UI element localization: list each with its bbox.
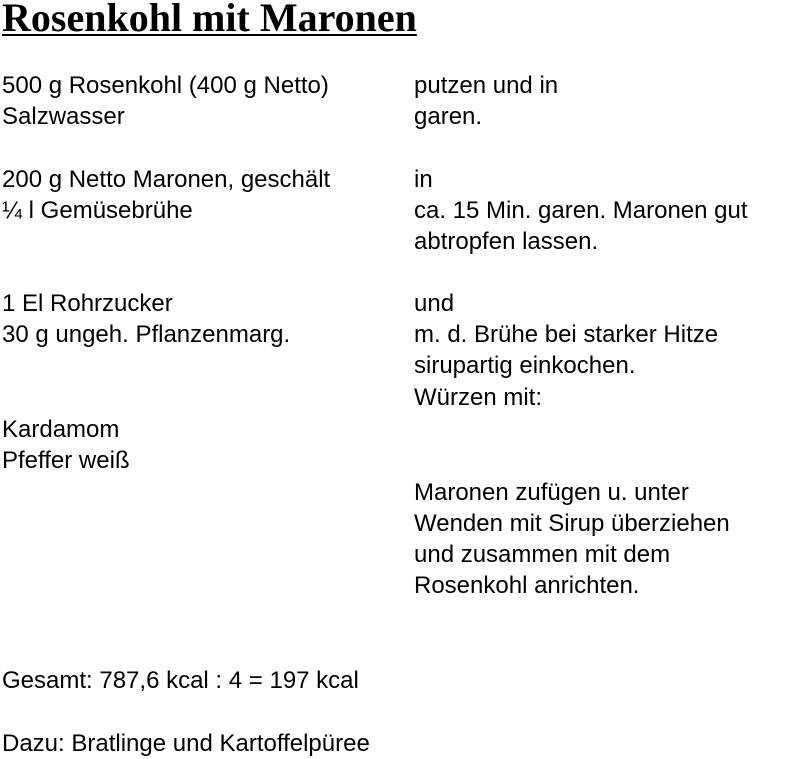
instruction-line: Wenden mit Sirup überziehen bbox=[414, 510, 730, 537]
ingredient-line: 30 g ungeh. Pflanzenmarg. bbox=[2, 321, 291, 348]
instruction-line: und zusammen mit dem bbox=[414, 541, 671, 568]
side-dish-note: Dazu: Bratlinge und Kartoffelpüree bbox=[2, 730, 370, 757]
instruction-line: abtropfen lassen. bbox=[414, 228, 599, 255]
ingredient-line: 500 g Rosenkohl (400 g Netto) bbox=[2, 72, 329, 99]
instruction-line: m. d. Brühe bei starker Hitze bbox=[414, 321, 719, 348]
calorie-total: Gesamt: 787,6 kcal : 4 = 197 kcal bbox=[2, 667, 359, 694]
instruction-line: Würzen mit: bbox=[414, 384, 543, 411]
instruction-line: Maronen zufügen u. unter bbox=[414, 479, 689, 506]
instruction-line: in bbox=[414, 166, 433, 193]
instruction-line: putzen und in bbox=[414, 72, 559, 99]
ingredient-line: Salzwasser bbox=[2, 103, 125, 130]
instruction-line: sirupartig einkochen. bbox=[414, 352, 636, 379]
recipe-title: Rosenkohl mit Maronen bbox=[2, 0, 417, 40]
instruction-line: ca. 15 Min. garen. Maronen gut bbox=[414, 197, 748, 224]
ingredient-line: 200 g Netto Maronen, geschält bbox=[2, 166, 331, 193]
ingredient-line: ¼ l Gemüsebrühe bbox=[2, 197, 193, 224]
ingredient-line: Pfeffer weiß bbox=[2, 447, 130, 474]
ingredient-line: Kardamom bbox=[2, 416, 120, 443]
instruction-line: garen. bbox=[414, 103, 483, 130]
instruction-line: und bbox=[414, 290, 455, 317]
instruction-line: Rosenkohl anrichten. bbox=[414, 572, 640, 599]
ingredient-line: 1 El Rohrzucker bbox=[2, 290, 173, 317]
